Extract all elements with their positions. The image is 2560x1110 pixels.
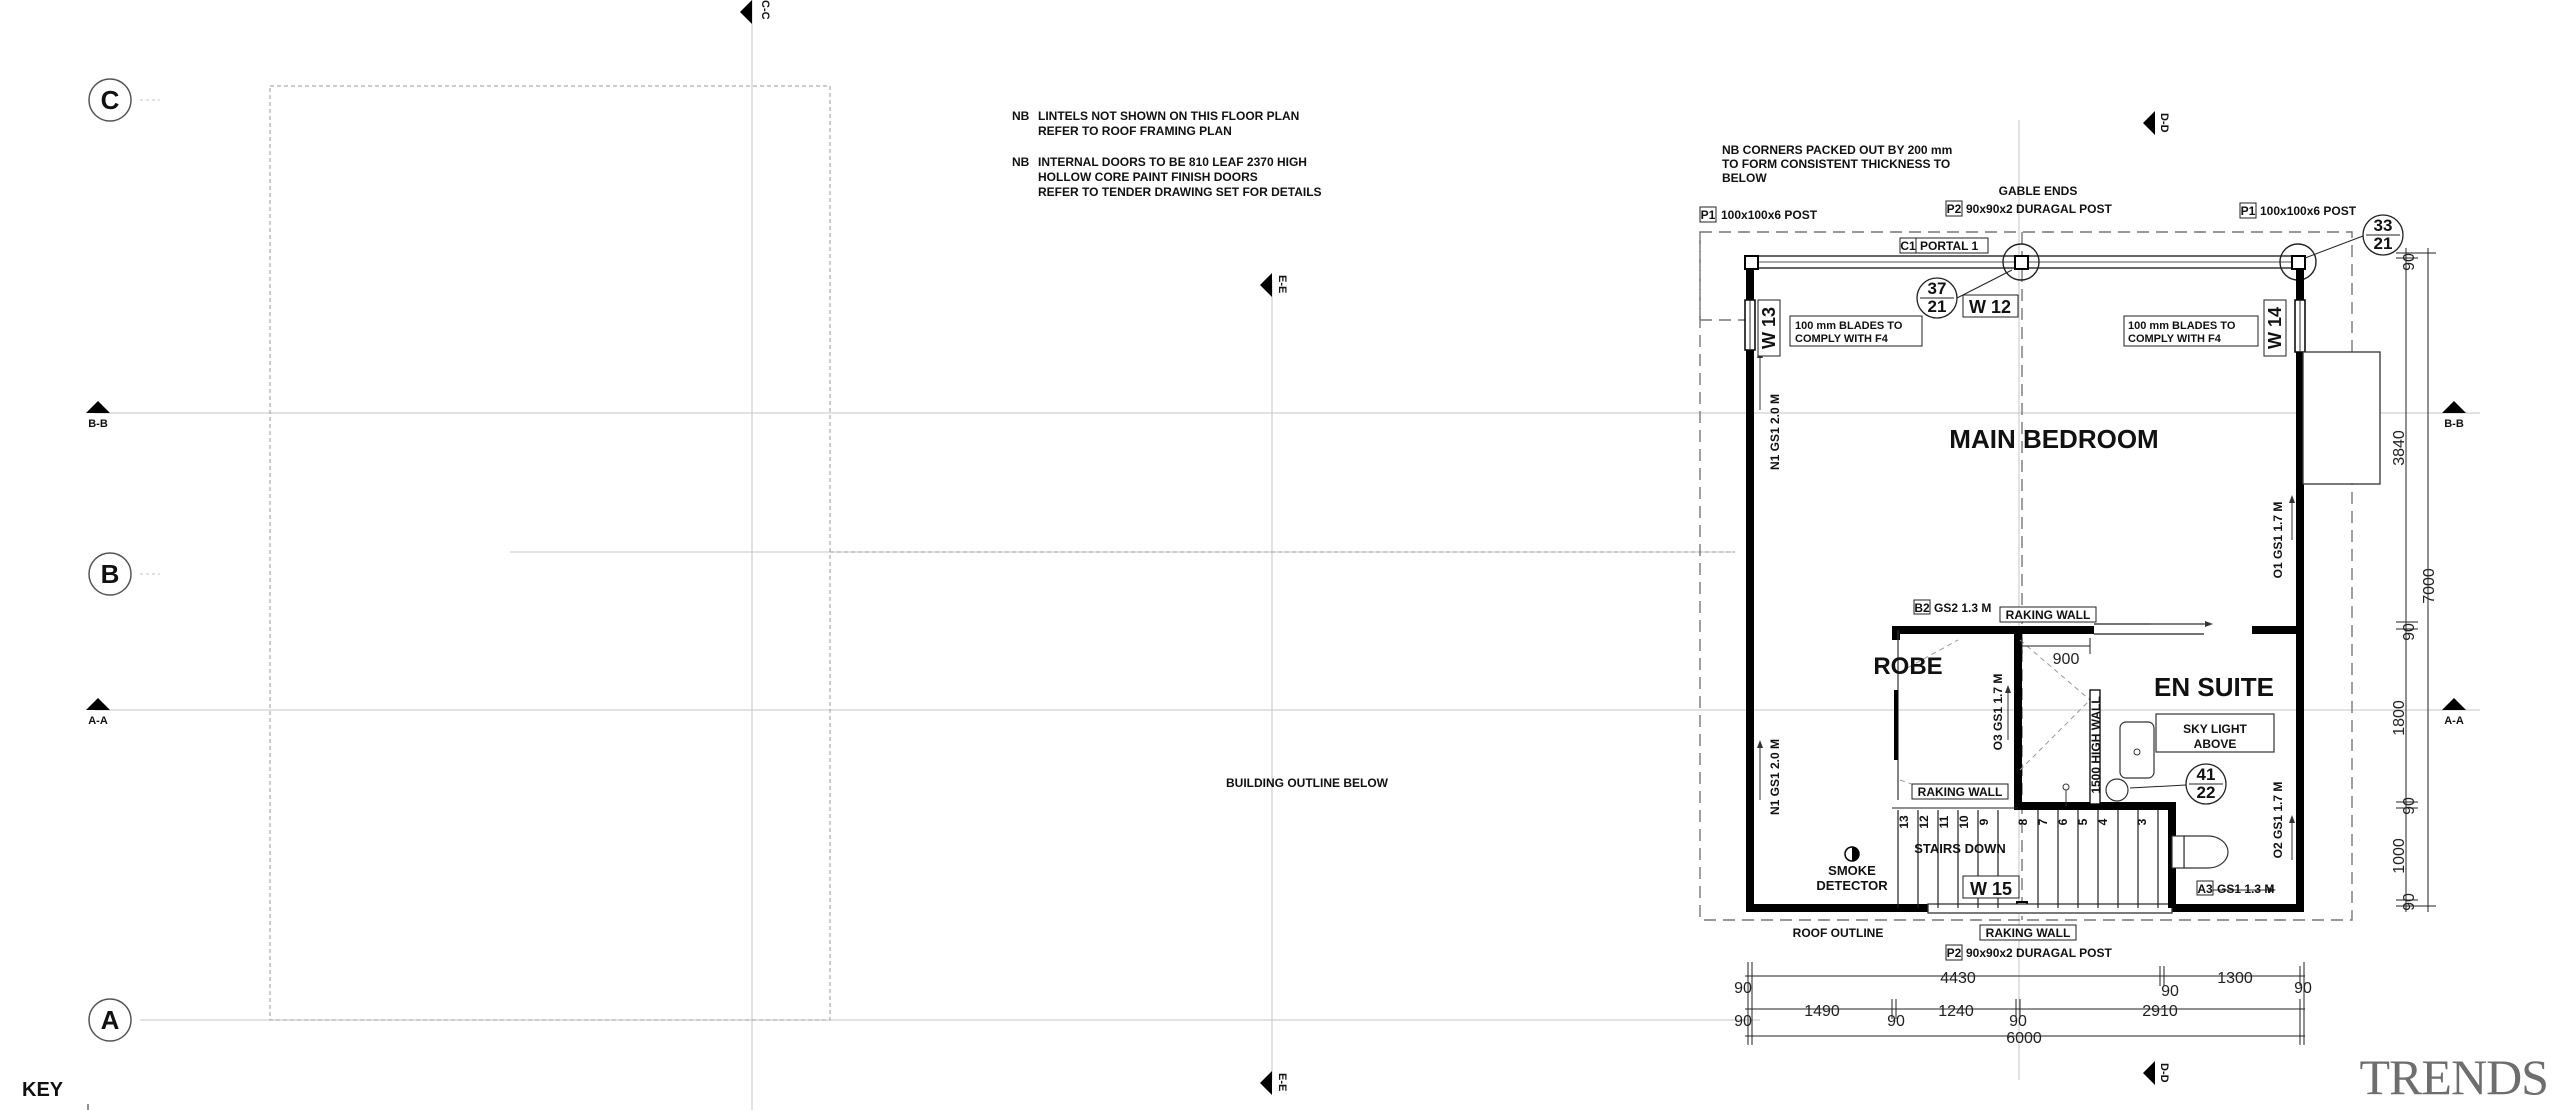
note-1-line-1: LINTELS NOT SHOWN ON THIS FLOOR PLAN	[1038, 109, 1300, 123]
stair-4: 4	[2096, 818, 2110, 826]
dim-1240: 1240	[1938, 1003, 1974, 1020]
room-en-suite: EN SUITE	[2154, 672, 2274, 702]
post-p2-bottom-text: 90x90x2 DURAGAL POST	[1966, 946, 2112, 960]
post-p1-left-text: 100x100x6 POST	[1721, 208, 1818, 222]
section-aa-right-label: A-A	[2444, 715, 2464, 727]
general-notes	[1012, 109, 1322, 199]
window-tag-a3	[2197, 881, 2274, 896]
stair-6: 6	[2056, 818, 2070, 826]
blades-right-line-1: 100 mm BLADES TO	[2128, 320, 2236, 332]
window-tag-b2-code: B2	[1914, 601, 1930, 615]
section-ee-bottom-label: E-E	[1276, 1073, 1288, 1092]
grid-bubble-c	[89, 79, 131, 121]
grid-bubble-b	[89, 553, 131, 595]
stair-5: 5	[2076, 818, 2090, 826]
ref-22: 22	[2196, 783, 2216, 802]
ref-bubble-33-21	[2305, 215, 2403, 258]
section-cc-label: C-C	[759, 0, 771, 20]
window-tag-n1-upper: N1 GS1 2.0 M	[1768, 393, 1782, 471]
dim-90-b: 90	[2161, 983, 2179, 1000]
post-p1-left-tag: P1	[1700, 208, 1716, 222]
smoke-detector-line-1: SMOKE	[1828, 863, 1876, 878]
dim-1490: 1490	[1804, 1003, 1840, 1020]
dim-6000: 6000	[2006, 1030, 2042, 1047]
stair-11: 11	[1937, 815, 1951, 829]
window-tag-n1-lower: N1 GS1 2.0 M	[1768, 738, 1782, 816]
raking-wall-tag-1	[2000, 607, 2096, 622]
post-p1-right	[2240, 203, 2357, 218]
window-tag-o2: O2 GS1 1.7 M	[2271, 781, 2285, 859]
high-wall-note: 1500 HIGH WALL	[2089, 696, 2103, 794]
raking-wall-1-text: RAKING WALL	[2005, 608, 2091, 622]
section-bb-right-arrow	[2442, 401, 2466, 413]
section-ee-top-label: E-E	[1276, 275, 1288, 294]
post-p2-top-tag: P2	[1946, 202, 1962, 216]
note-1-tag: NB	[1012, 109, 1030, 123]
dim-right-90-a: 90	[2401, 253, 2418, 271]
grid-label-a: A	[100, 1005, 120, 1035]
dim-2910: 2910	[2142, 1003, 2178, 1020]
window-w15	[1963, 876, 2019, 899]
corners-note-line-3: BELOW	[1722, 171, 1767, 185]
room-main-bedroom: MAIN BEDROOM	[1949, 424, 2159, 454]
trends-logo: TRENDS	[2359, 1049, 2548, 1105]
grid-label-b: B	[100, 559, 120, 589]
dim-90-f: 90	[2009, 1013, 2027, 1030]
stair-10: 10	[1957, 815, 1971, 829]
dim-right-1000: 1000	[2391, 838, 2408, 874]
section-ee-top-arrow	[1260, 273, 1272, 297]
post-p1-right-tag: P1	[2240, 204, 2256, 218]
post-p2-bottom	[1946, 945, 2113, 960]
ref-33: 33	[2373, 216, 2393, 235]
section-dd-bottom-arrow	[2143, 1061, 2155, 1085]
window-tag-o3: O3 GS1 1.7 M	[1991, 673, 2005, 751]
blades-left-line-2: COMPLY WITH F4	[1795, 333, 1888, 345]
section-dd-bottom-label: D-D	[2158, 1063, 2170, 1083]
section-bb-left-label: B-B	[88, 418, 108, 430]
dim-right-1800: 1800	[2391, 700, 2408, 736]
window-tag-b2	[1914, 600, 1991, 615]
post-p2-top-text: 90x90x2 DURAGAL POST	[1966, 202, 2112, 216]
portal-c1-text: PORTAL 1	[1920, 239, 1979, 253]
dim-right-3840: 3840	[2391, 430, 2408, 466]
grid-label-c: C	[100, 85, 120, 115]
section-bb-right-label: B-B	[2444, 418, 2464, 430]
stair-13: 13	[1897, 815, 1911, 829]
post-p1-left	[1700, 207, 1818, 222]
window-w13	[1758, 300, 1780, 356]
window-w12	[1963, 295, 2018, 317]
window-tag-a3-code: A3	[2197, 882, 2213, 896]
dim-right-90-c: 90	[2401, 797, 2418, 815]
portal-c1	[1900, 238, 1988, 253]
skylight-line-2: ABOVE	[2193, 737, 2237, 751]
raking-wall-tag-3	[1980, 925, 2076, 940]
ref-41: 41	[2196, 765, 2216, 784]
stairs-down-label: STAIRS DOWN	[1914, 841, 2006, 856]
section-dd-top-label: D-D	[2158, 113, 2170, 133]
section-dd-top-arrow	[2143, 111, 2155, 135]
window-w12-label: W 12	[1968, 297, 2012, 317]
window-tag-o1: O1 GS1 1.7 M	[2271, 501, 2285, 579]
gable-ends-note: GABLE ENDS	[1998, 184, 2078, 198]
ref-21-a: 21	[1927, 297, 1947, 316]
section-aa-right-arrow	[2442, 698, 2466, 710]
corners-note-line-1: NB CORNERS PACKED OUT BY 200 mm	[1722, 143, 1953, 157]
stair-3: 3	[2135, 818, 2149, 826]
note-2-tag: NB	[1012, 155, 1030, 169]
key-label: KEY	[22, 1079, 64, 1101]
post-p2-top	[1946, 201, 2113, 216]
smoke-detector-line-2: DETECTOR	[1816, 878, 1888, 893]
dim-900: 900	[2052, 651, 2080, 668]
ref-37: 37	[1927, 279, 1947, 298]
portal-c1-tag: C1	[1900, 239, 1916, 253]
raking-wall-2-text: RAKING WALL	[1917, 785, 2003, 799]
stair-7: 7	[2036, 818, 2050, 826]
skylight-line-1: SKY LIGHT	[2183, 722, 2247, 736]
blades-left-line-1: 100 mm BLADES TO	[1795, 320, 1903, 332]
room-robe: ROBE	[1873, 653, 1943, 680]
note-2-line-1: INTERNAL DOORS TO BE 810 LEAF 2370 HIGH	[1038, 155, 1307, 169]
window-w15-label: W 15	[1969, 879, 2013, 899]
dim-right-90-d: 90	[2401, 893, 2418, 911]
window-tag-b2-text: GS2 1.3 M	[1934, 601, 1992, 615]
corners-note-line-2: TO FORM CONSISTENT THICKNESS TO	[1722, 157, 1951, 171]
blades-right-line-2: COMPLY WITH F4	[2128, 333, 2221, 345]
window-w13-label: W 13	[1759, 306, 1779, 350]
window-tag-a3-text: GS1 1.3 M	[2217, 882, 2275, 896]
section-ee-bottom-arrow	[1260, 1071, 1272, 1095]
grid-bubble-a	[89, 999, 131, 1041]
window-w14	[2264, 300, 2286, 356]
dim-right-7000: 7000	[2421, 568, 2438, 604]
note-1-line-2: REFER TO ROOF FRAMING PLAN	[1038, 124, 1232, 138]
section-bb-left-arrow	[86, 401, 110, 413]
section-aa-left-label: A-A	[88, 715, 108, 727]
stair-9: 9	[1977, 818, 1991, 826]
raking-wall-tag-2	[1912, 784, 2008, 799]
dim-90-a: 90	[1734, 980, 1752, 997]
dim-90-c: 90	[2294, 980, 2312, 997]
roof-outline-note: ROOF OUTLINE	[1792, 926, 1884, 940]
post-p2-bottom-tag: P2	[1946, 946, 1962, 960]
section-cc-arrow	[740, 0, 752, 24]
post-p1-right-text: 100x100x6 POST	[2260, 204, 2357, 218]
note-2-line-3: REFER TO TENDER DRAWING SET FOR DETAILS	[1038, 185, 1322, 199]
note-2-line-2: HOLLOW CORE PAINT FINISH DOORS	[1038, 170, 1258, 184]
raking-wall-3-text: RAKING WALL	[1985, 926, 2071, 940]
dim-90-e: 90	[1887, 1013, 1905, 1030]
stair-12: 12	[1917, 815, 1931, 829]
blades-note-left	[1790, 316, 1922, 346]
section-aa-left-arrow	[86, 698, 110, 710]
dim-90-d: 90	[1734, 1013, 1752, 1030]
dim-right-90-b: 90	[2401, 623, 2418, 641]
building-outline-note: BUILDING OUTLINE BELOW	[1226, 776, 1388, 790]
stair-8: 8	[2016, 818, 2030, 826]
window-w14-label: W 14	[2265, 306, 2285, 350]
dim-4430: 4430	[1940, 970, 1976, 987]
ref-21-b: 21	[2373, 234, 2393, 253]
blades-note-right	[2124, 316, 2258, 346]
dim-1300: 1300	[2217, 970, 2253, 987]
